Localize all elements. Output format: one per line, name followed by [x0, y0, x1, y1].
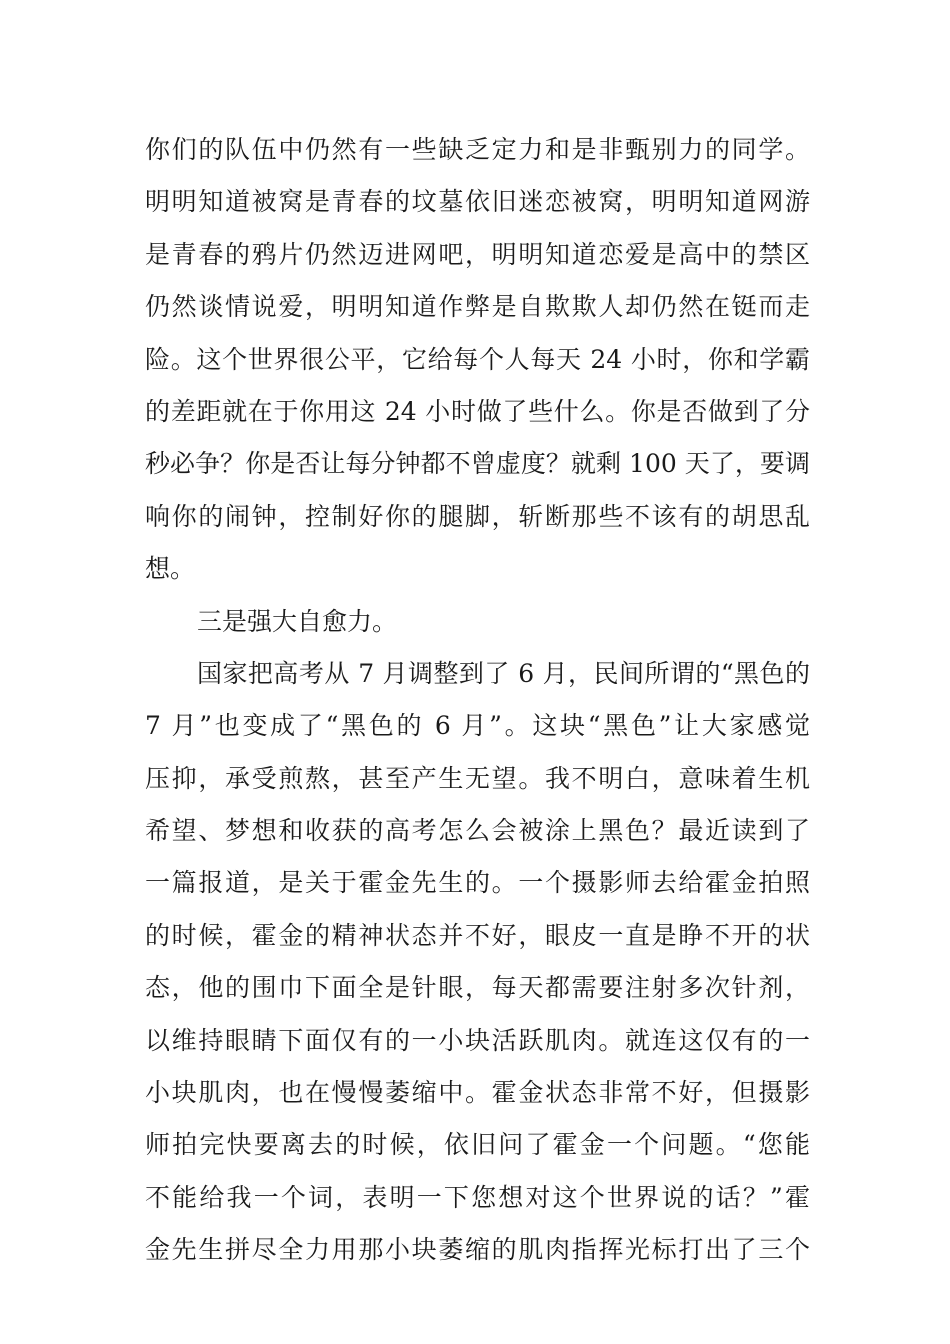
document-body	[145, 124, 810, 1277]
text-line: 想。	[145, 554, 196, 584]
text-line: 一篇报道，是关于霍金先生的。一个摄影师去给霍金拍照	[145, 868, 810, 898]
text-line: 师拍完快要离去的时候，依旧问了霍金一个问题。“您能	[145, 1130, 810, 1160]
text-line: 是青春的鸦片仍然迈进网吧，明明知道恋爱是高中的禁区	[145, 239, 810, 269]
text-line: 态，他的围巾下面全是针眼，每天都需要注射多次针剂，	[145, 973, 810, 1003]
text-line: 压抑，承受煎熬，甚至产生无望。我不明白，意味着生机	[145, 763, 810, 793]
text-line: 秒必争？你是否让每分钟都不曾虚度？就剩 100 天了，要调	[145, 449, 810, 479]
text-line: 明明知道被窝是青春的坟墓依旧迷恋被窝，明明知道网游	[145, 187, 810, 217]
text-line: 不能给我一个词，表明一下您想对这个世界说的话？”霍	[145, 1182, 810, 1212]
text-line: 响你的闹钟，控制好你的腿脚，斩断那些不该有的胡思乱	[145, 501, 810, 531]
text-line: 以维持眼睛下面仅有的一小块活跃肌肉。就连这仅有的一	[145, 1025, 810, 1055]
text-line: 小块肌肉，也在慢慢萎缩中。霍金状态非常不好，但摄影	[145, 1078, 810, 1108]
text-line: 的差距就在于你用这 24 小时做了些什么。你是否做到了分	[145, 396, 810, 426]
text-line: 的时候，霍金的精神状态并不好，眼皮一直是睁不开的状	[145, 920, 810, 950]
text-line: 仍然谈情说爱，明明知道作弊是自欺欺人却仍然在铤而走	[145, 292, 810, 322]
text-line: 国家把高考从 7 月调整到了 6 月，民间所谓的“黑色的	[197, 658, 810, 688]
text-line: 7 月”也变成了“黑色的 6 月”。这块“黑色”让大家感觉	[145, 711, 810, 741]
text-line: 险。这个世界很公平，它给每个人每天 24 小时，你和学霸	[145, 344, 810, 374]
text-line: 希望、梦想和收获的高考怎么会被涂上黑色？最近读到了	[145, 816, 810, 846]
text-line: 你们的队伍中仍然有一些缺乏定力和是非甄别力的同学。	[145, 135, 810, 164]
text-line: 金先生拼尽全力用那小块萎缩的肌肉指挥光标打出了三个	[145, 1235, 810, 1265]
text-line: 三是强大自愈力。	[197, 606, 398, 636]
